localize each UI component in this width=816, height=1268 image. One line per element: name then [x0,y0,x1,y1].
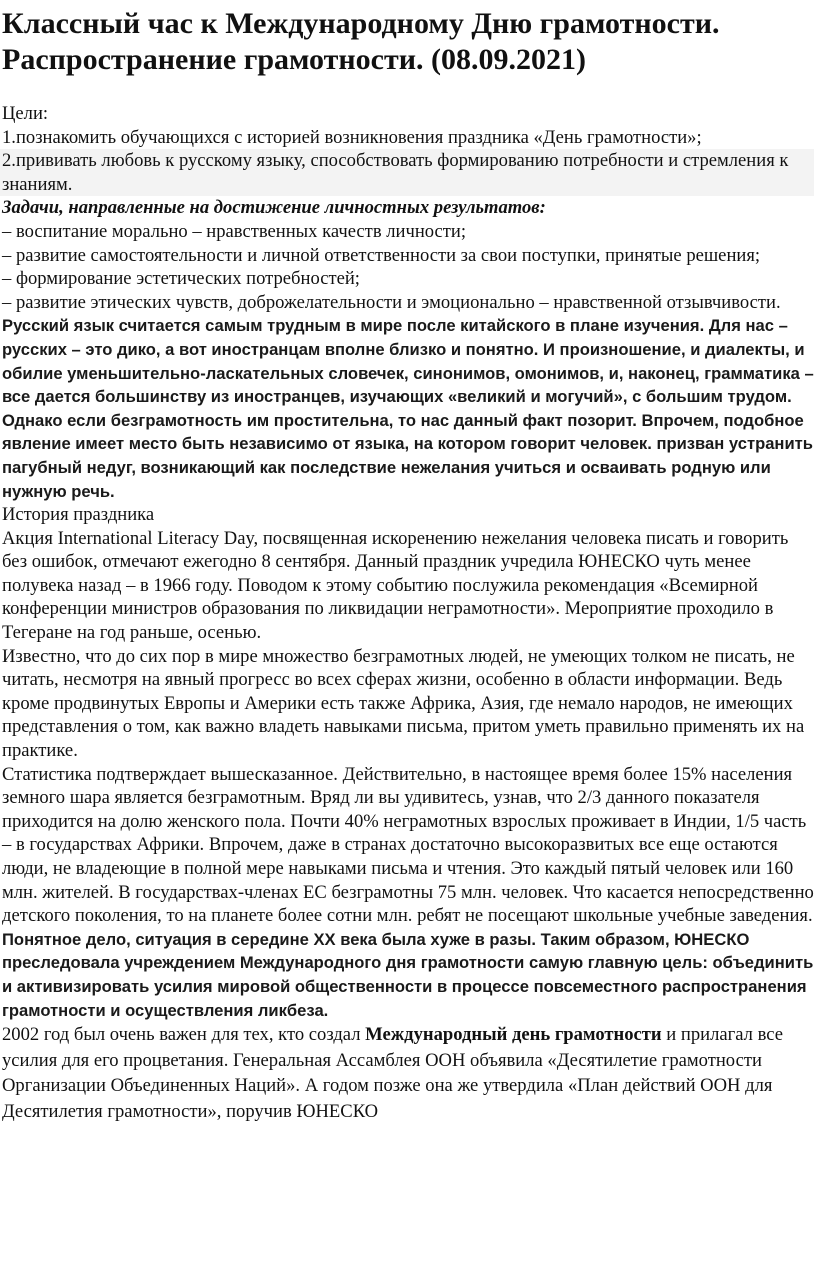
title-line-1: Классный час к Международному Дню грамотности. [2,7,720,40]
history-paragraph-2: Известно, что до сих пор в мире множество безграмотных людей, не умеющих толком не писать, не читать, несмотря на явный прогресс во всех сферах жизни, особенно в области информации. Ведь кроме продвинутых Европы и Америки есть также Африка, Азия, где немало народов, не имеющих представления о том, как важно владеть навыками письма, притом уметь правильно применять их на практике. [2,645,805,762]
statistics-paragraph: Статистика подтверждает вышесказанное. Действительно, в настоящее время более 15% населения земного шара является безграмотным. Вряд ли вы удивитесь, узнав, что 2/3 данного показателя приходится на долю женского пола. Почти 40% неграмотных взрослых проживает в Индии, 1/5 часть – в государствах Африки. Впрочем, даже в странах достаточно высокоразвитых все еще остаются люди, не владеющие в полной мере навыками письма и чтения. Это каждый пятый человек или 160 млн. жителей. В государствах-членах ЕС безграмотны 75 млн. человек. Что касается непосредственно детского поколения, то на планете более сотни млн. ребят не посещают школьные учебные заведения. [2,763,814,927]
history-heading: История праздника [2,504,155,526]
goals-label: Цели: [2,103,49,124]
task-item: – развитие самостоятельности и личной ответственности за свои поступки, принятые решения; [2,244,761,266]
task-item: – развитие этических чувств, доброжелательности и эмоционально – нравственной отзывчивости. [2,291,781,313]
tasks-heading: Задачи, направленные на достижение личностных результатов: [2,197,546,219]
final-paragraph-highlight: Международный день грамотности [365,1024,662,1046]
unesco-paragraph: Понятное дело, ситуация в середине XX века была хуже в разы. Таким образом, ЮНЕСКО преследовала учреждением Международного дня грамотности самую главную цель: объединить и активизировать усилия мировой общественности в процессе повсеместного распространения грамотности и осуществления ликбеза. [2,929,814,1020]
title-line-2: Распространение грамотности. (08.09.2021) [2,43,586,76]
goal-item-1: 1.познакомить обучающихся с историей возникновения праздника «День грамотности»; [2,126,702,148]
final-paragraph-end: и прилагал все усилия для его процветания. Генеральная Ассамблея ООН объявила «Десятилетие грамотности Организации Объединенных Наций». А годом позже она же утвердила «План действий ООН для Десятилетия грамотности», поручив ЮНЕСКО [2,1024,784,1122]
intro-paragraph: Русский язык считается самым трудным в мире после китайского в плане изучения. Для нас – русских – это дико, а вот иностранцам вполне близко и понятно. И произношение, и диалекты, и обилие уменьшительно-ласкательных словечек, синонимов, омонимов, и, наконец, грамматика – все дается большинству из иностранцев, изучающих «великий и могучий», с большим трудом. Однако если безграмотность им простительна, то нас данный факт позорит. Впрочем, подобное явление имеет место быть независимо от языка, на котором говорит человек. призван устранить пагубный недуг, возникающий как последствие нежелания учиться и осваивать родную или нужную речь. [2,316,814,501]
final-paragraph-start: 2002 год был очень важен для тех, кто создал [2,1024,366,1046]
final-paragraph [2,1022,814,1124]
spacer [0,78,816,102]
task-item: – воспитание морально – нравственных качеств личности; [2,220,467,242]
goal-item-2: 2.прививать любовь к русскому языку, способствовать формированию потребности и стремления к знаниям. [0,149,814,196]
history-paragraph-1: Акция International Literacy Day, посвященная искоренению нежелания человека писать и говорить без ошибок, отмечают ежегодно 8 сентября. Данный праздник учредила ЮНЕСКО чуть менее полувека назад – в 1966 году. Поводом к этому событию послужила рекомендация «Всемирной конференции министров образования по ликвидации неграмотности». Мероприятие проходило в Тегеране на год раньше, осенью. [2,527,789,644]
document-body [0,102,816,1124]
document-title [0,0,816,78]
task-item: – формирование эстетических потребностей; [2,268,360,290]
